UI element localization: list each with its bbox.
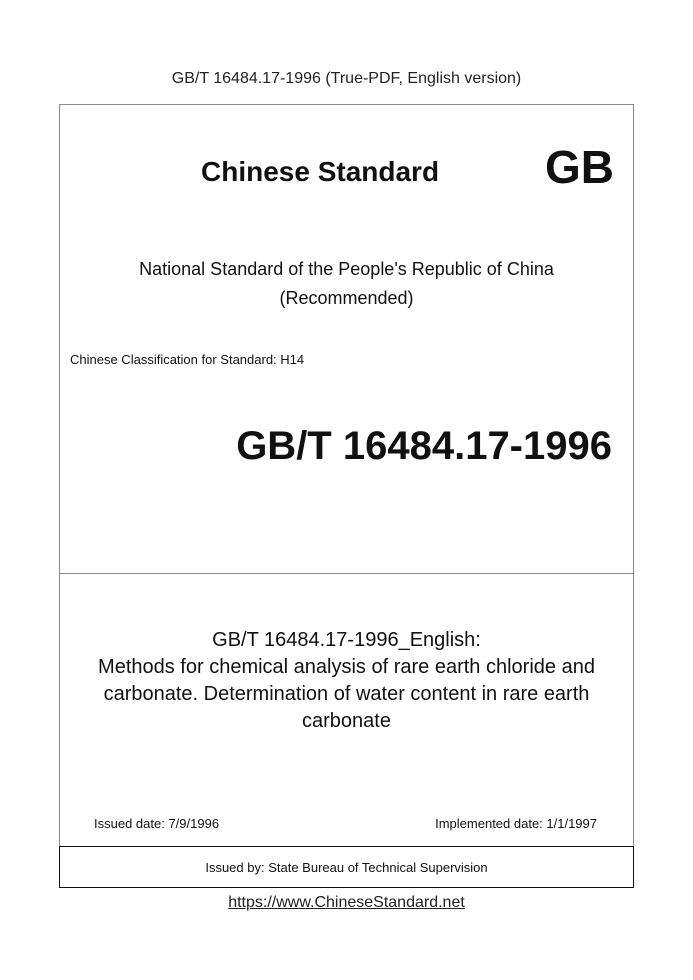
issued-date: Issued date: 7/9/1996 xyxy=(94,816,220,831)
recommended-line: (Recommended) xyxy=(279,288,414,308)
website-link[interactable]: https://www.ChineseStandard.net xyxy=(228,894,465,911)
cover-heading: Chinese Standard xyxy=(201,156,440,187)
title-line: Methods for chemical analysis of rare earth chloride and xyxy=(98,656,595,678)
document-title xyxy=(59,627,634,735)
gb-mark: GB xyxy=(545,141,614,193)
footer xyxy=(0,894,693,912)
issuer-text: Issued by: State Bureau of Technical Supervision xyxy=(205,859,488,875)
national-standard-line: National Standard of the People's Republic of China xyxy=(139,259,554,279)
implemented-date: Implemented date: 1/1/1997 xyxy=(435,816,597,831)
standard-number: GB/T 16484.17-1996 xyxy=(236,424,612,468)
title-line: carbonate. Determination of water content in rare earth xyxy=(103,683,590,705)
title-line: GB/T 16484.17-1996_English: xyxy=(212,629,481,651)
classification-label: Chinese Classification for Standard: H14 xyxy=(70,352,305,367)
document-caption: GB/T 16484.17-1996 (True-PDF, English version) xyxy=(171,70,522,87)
issuer-box xyxy=(59,846,634,888)
title-line: carbonate xyxy=(302,710,391,732)
